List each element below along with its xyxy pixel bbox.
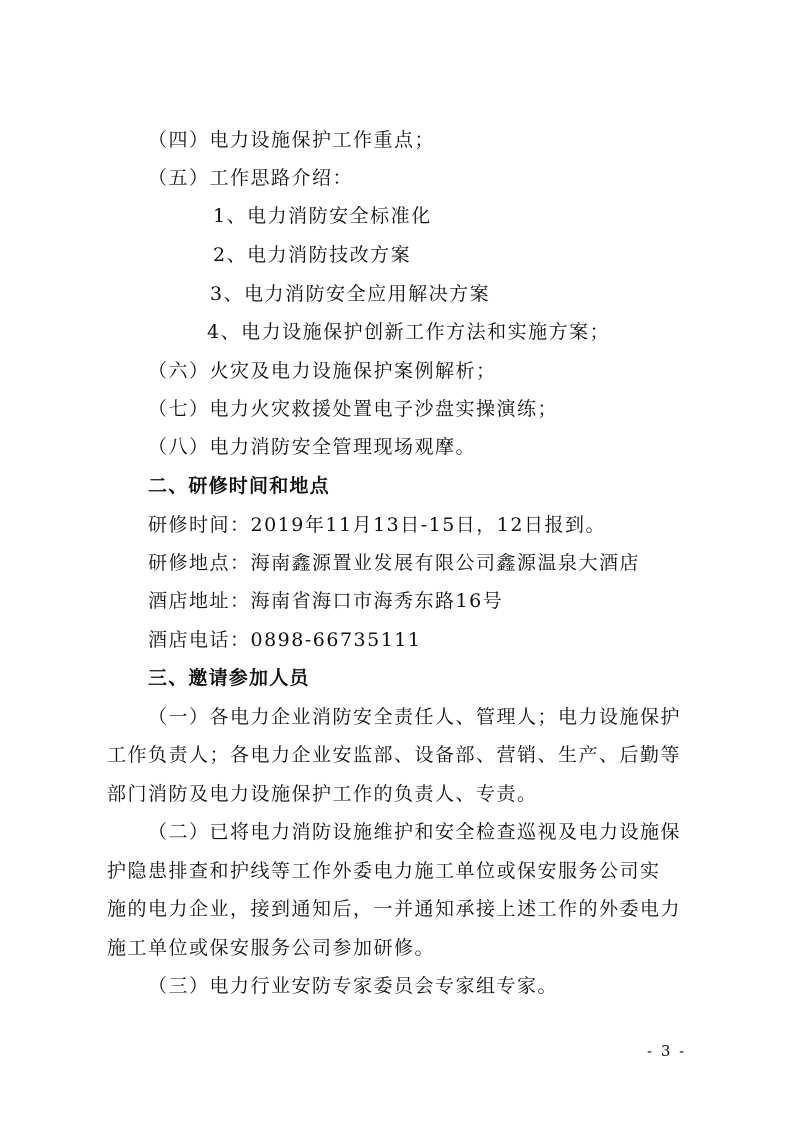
list-item-8: （八）电力消防安全管理现场观摩。 bbox=[148, 436, 477, 458]
sub-item-1: 1、电力消防安全标准化 bbox=[213, 205, 432, 227]
hotel-phone: 酒店电话：0898-66735111 bbox=[148, 629, 422, 651]
list-item-7: （七）电力火灾救援处置电子沙盘实操演练； bbox=[148, 398, 559, 420]
paragraph-1-line-3: 部门消防及电力设施保护工作的负责人、专责。 bbox=[107, 783, 538, 805]
paragraph-2-line-4: 施工单位或保安服务公司参加研修。 bbox=[107, 937, 436, 959]
paragraph-2-line-2: 护隐患排查和护线等工作外委电力施工单位或保安服务公司实 bbox=[107, 860, 661, 882]
training-place: 研修地点：海南鑫源置业发展有限公司鑫源温泉大酒店 bbox=[148, 552, 641, 574]
training-time: 研修时间：2019年11月13日-15日，12日报到。 bbox=[148, 514, 606, 536]
list-item-5: （五）工作思路介绍： bbox=[148, 167, 354, 189]
section-heading-time-place: 二、研修时间和地点 bbox=[148, 475, 330, 497]
list-item-4: （四）电力设施保护工作重点； bbox=[148, 129, 436, 151]
sub-item-2: 2、电力消防技改方案 bbox=[213, 244, 412, 266]
paragraph-2-line-1: （二）已将电力消防设施维护和安全检查巡视及电力设施保 bbox=[148, 821, 682, 843]
list-item-6: （六）火灾及电力设施保护案例解析； bbox=[148, 360, 497, 382]
sub-item-4: 4、电力设施保护创新工作方法和实施方案； bbox=[207, 321, 611, 343]
paragraph-2-line-3: 施的电力企业，接到通知后，一并通知承接上述工作的外委电力 bbox=[107, 898, 682, 920]
page-number: - 3 - bbox=[647, 1042, 687, 1060]
paragraph-3: （三）电力行业安防专家委员会专家组专家。 bbox=[148, 975, 559, 997]
sub-item-3: 3、电力消防安全应用解决方案 bbox=[210, 283, 491, 305]
hotel-address: 酒店地址：海南省海口市海秀东路16号 bbox=[148, 590, 504, 612]
paragraph-1-line-2: 工作负责人；各电力企业安监部、设备部、营销、生产、后勤等 bbox=[107, 744, 682, 766]
section-heading-invitees: 三、邀请参加人员 bbox=[148, 667, 310, 689]
paragraph-1-line-1: （一）各电力企业消防安全责任人、管理人；电力设施保护 bbox=[148, 706, 682, 728]
